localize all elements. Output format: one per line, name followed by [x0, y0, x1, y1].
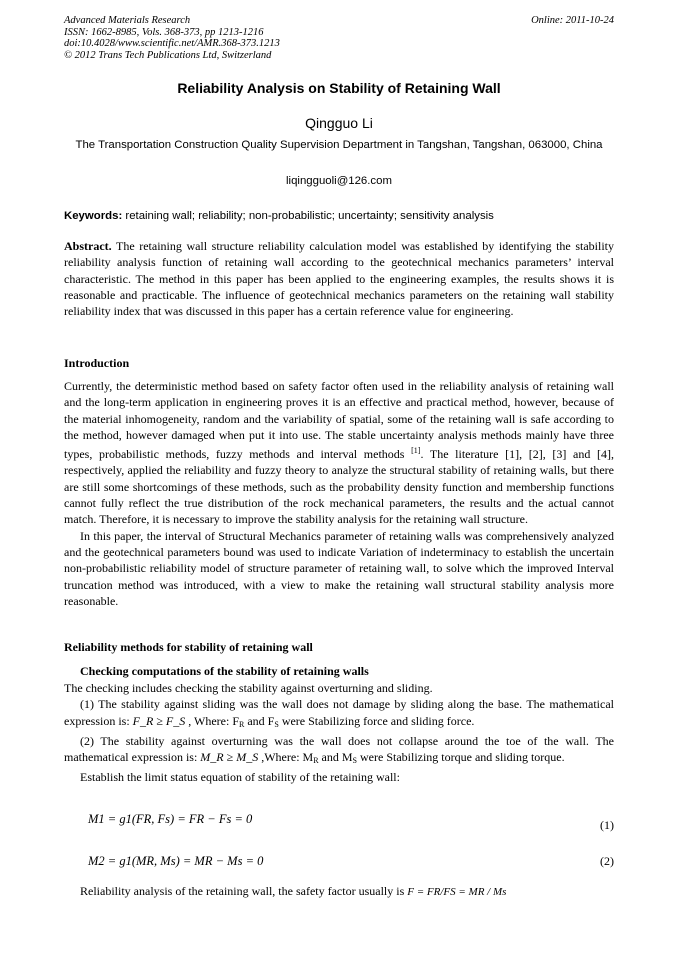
affiliation: The Transportation Construction Quality Supervision Department in Tangshan, Tangshan, 063000, China [75, 139, 603, 151]
equation-1: M1 = g1(FR, Fs) = FR − Fs = 0 [88, 812, 253, 826]
sub-s: S [274, 719, 279, 729]
keywords-text: retaining wall; reliability; non-probabilistic; uncertainty; sensitivity analysis [122, 210, 494, 222]
overturning-desc: were Stabilizing torque and sliding torque. [357, 750, 565, 765]
online-date: Online: 2011-10-24 [531, 15, 614, 26]
abstract-label: Abstract. [64, 239, 112, 253]
intro-p1-text-b: . The literature [1], [2], [3] and [4], respectively, applied the reliability and fuzzy theory to analyze the structural stability of retaining walls, but there are still some shortcomings of these methods, such as the probability density function and membership functions cannot fully reflect the true distribution of the rock mechanical parameters, the results and the actual cannot match. Therefore, it is necessary to improve the stability analysis for the retaining wall structure. [64, 447, 614, 527]
keywords-label: Keywords: [64, 210, 123, 222]
abstract [64, 238, 614, 319]
overturning-where: ,Where: M [258, 750, 314, 765]
copyright: © 2012 Trans Tech Publications Ltd, Switzerland [64, 49, 272, 61]
abstract-text: The retaining wall structure reliability calculation model was established by identifying the stability reliability analysis function of retaining wall according to the geotechnical mechanics parameters’ interval characteristic. The method in this paper has been applied to the engineering examples, the results shows it is reasonable and practicable. The influence of geotechnical mechanics parameters on the retaining wall stability reliability index that was discussed in this paper has a certain reference value for engineering. [64, 239, 614, 319]
paper-title: Reliability Analysis on Stability of Retaining Wall [177, 80, 501, 96]
sub-r: R [313, 756, 319, 766]
overturning-and: and M [318, 750, 353, 765]
intro-paragraph-1 [64, 378, 614, 528]
intro-p1-text-a: Currently, the deterministic method based on safety factor often used in the reliability analysis of retaining wall and the long-term application in engineering proves it is an effective and practical method, however, because of the material inhomogeneity, random and the variability of spatial, some of the retaining wall is safe according to the method, however damaged when put it into use. The stable uncertainty analysis methods mainly have three types, probabilistic methods, fuzzy methods and interval methods [64, 379, 614, 462]
issn: ISSN: 1662-8985, Vols. 368-373, pp 1213-1216 [64, 26, 264, 38]
sliding-desc: were Stabilizing force and sliding force. [278, 713, 475, 728]
sliding-and: and F [244, 713, 275, 728]
overturning-paragraph [64, 733, 614, 770]
introduction-body [64, 378, 614, 609]
citation-ref: [1] [411, 446, 421, 456]
journal-header [64, 15, 280, 61]
equation-2-number: (2) [600, 854, 614, 868]
sliding-inequality: F_R ≥ F_S [132, 713, 186, 728]
safety-factor-formula: F = FR/FS = MR / Ms [407, 886, 507, 898]
subsection-heading: Checking computations of the stability of retaining walls [80, 664, 369, 678]
safety-factor-lead: Reliability analysis of the retaining wall, the safety factor usually is [80, 884, 408, 898]
checking-body [64, 680, 614, 786]
intro-paragraph-2: In this paper, the interval of Structural Mechanics parameter of retaining walls was comprehensively analyzed and the geotechnical parameters bound was used to indicate Variation of indeterminacy to establish the uncertain non-probabilistic reliability model of structure parameter of retaining wall, to solve which the improved Interval truncation method was introduced, with a view to make the retaining wall structural stability analysis more reasonable. [64, 528, 614, 608]
introduction-heading: Introduction [64, 356, 130, 370]
section-heading: Reliability methods for stability of retaining wall [64, 640, 313, 654]
sub-s: S [352, 756, 357, 766]
sliding-text: (1) The stability against sliding was the wall does not damage by sliding along the base. The mathematical expression is: [64, 697, 614, 728]
equation-1-number: (1) [600, 818, 614, 832]
overturning-inequality: M_R ≥ M_S [200, 750, 259, 765]
author: Qingguo Li [305, 115, 373, 131]
equation-2: M2 = g1(MR, Ms) = MR − Ms = 0 [88, 854, 264, 868]
sliding-paragraph [64, 696, 614, 733]
safety-factor-text [80, 884, 506, 899]
journal-name: Advanced Materials Research [64, 15, 191, 26]
keywords [64, 210, 614, 222]
overturning-text: (2) The stability against overturning was the wall does not collapse around the toe of the wall. The mathematical expression is: [64, 733, 614, 765]
doi: doi:10.4028/www.scientific.net/AMR.368-373.1213 [64, 38, 280, 50]
sub-r: R [239, 719, 245, 729]
email: liqingguoli@126.com [286, 175, 392, 187]
limit-status-text: Establish the limit status equation of stability of the retaining wall: [80, 770, 400, 785]
checking-intro: The checking includes checking the stability against overturning and sliding. [64, 681, 433, 695]
sliding-where: , Where: F [185, 713, 240, 728]
